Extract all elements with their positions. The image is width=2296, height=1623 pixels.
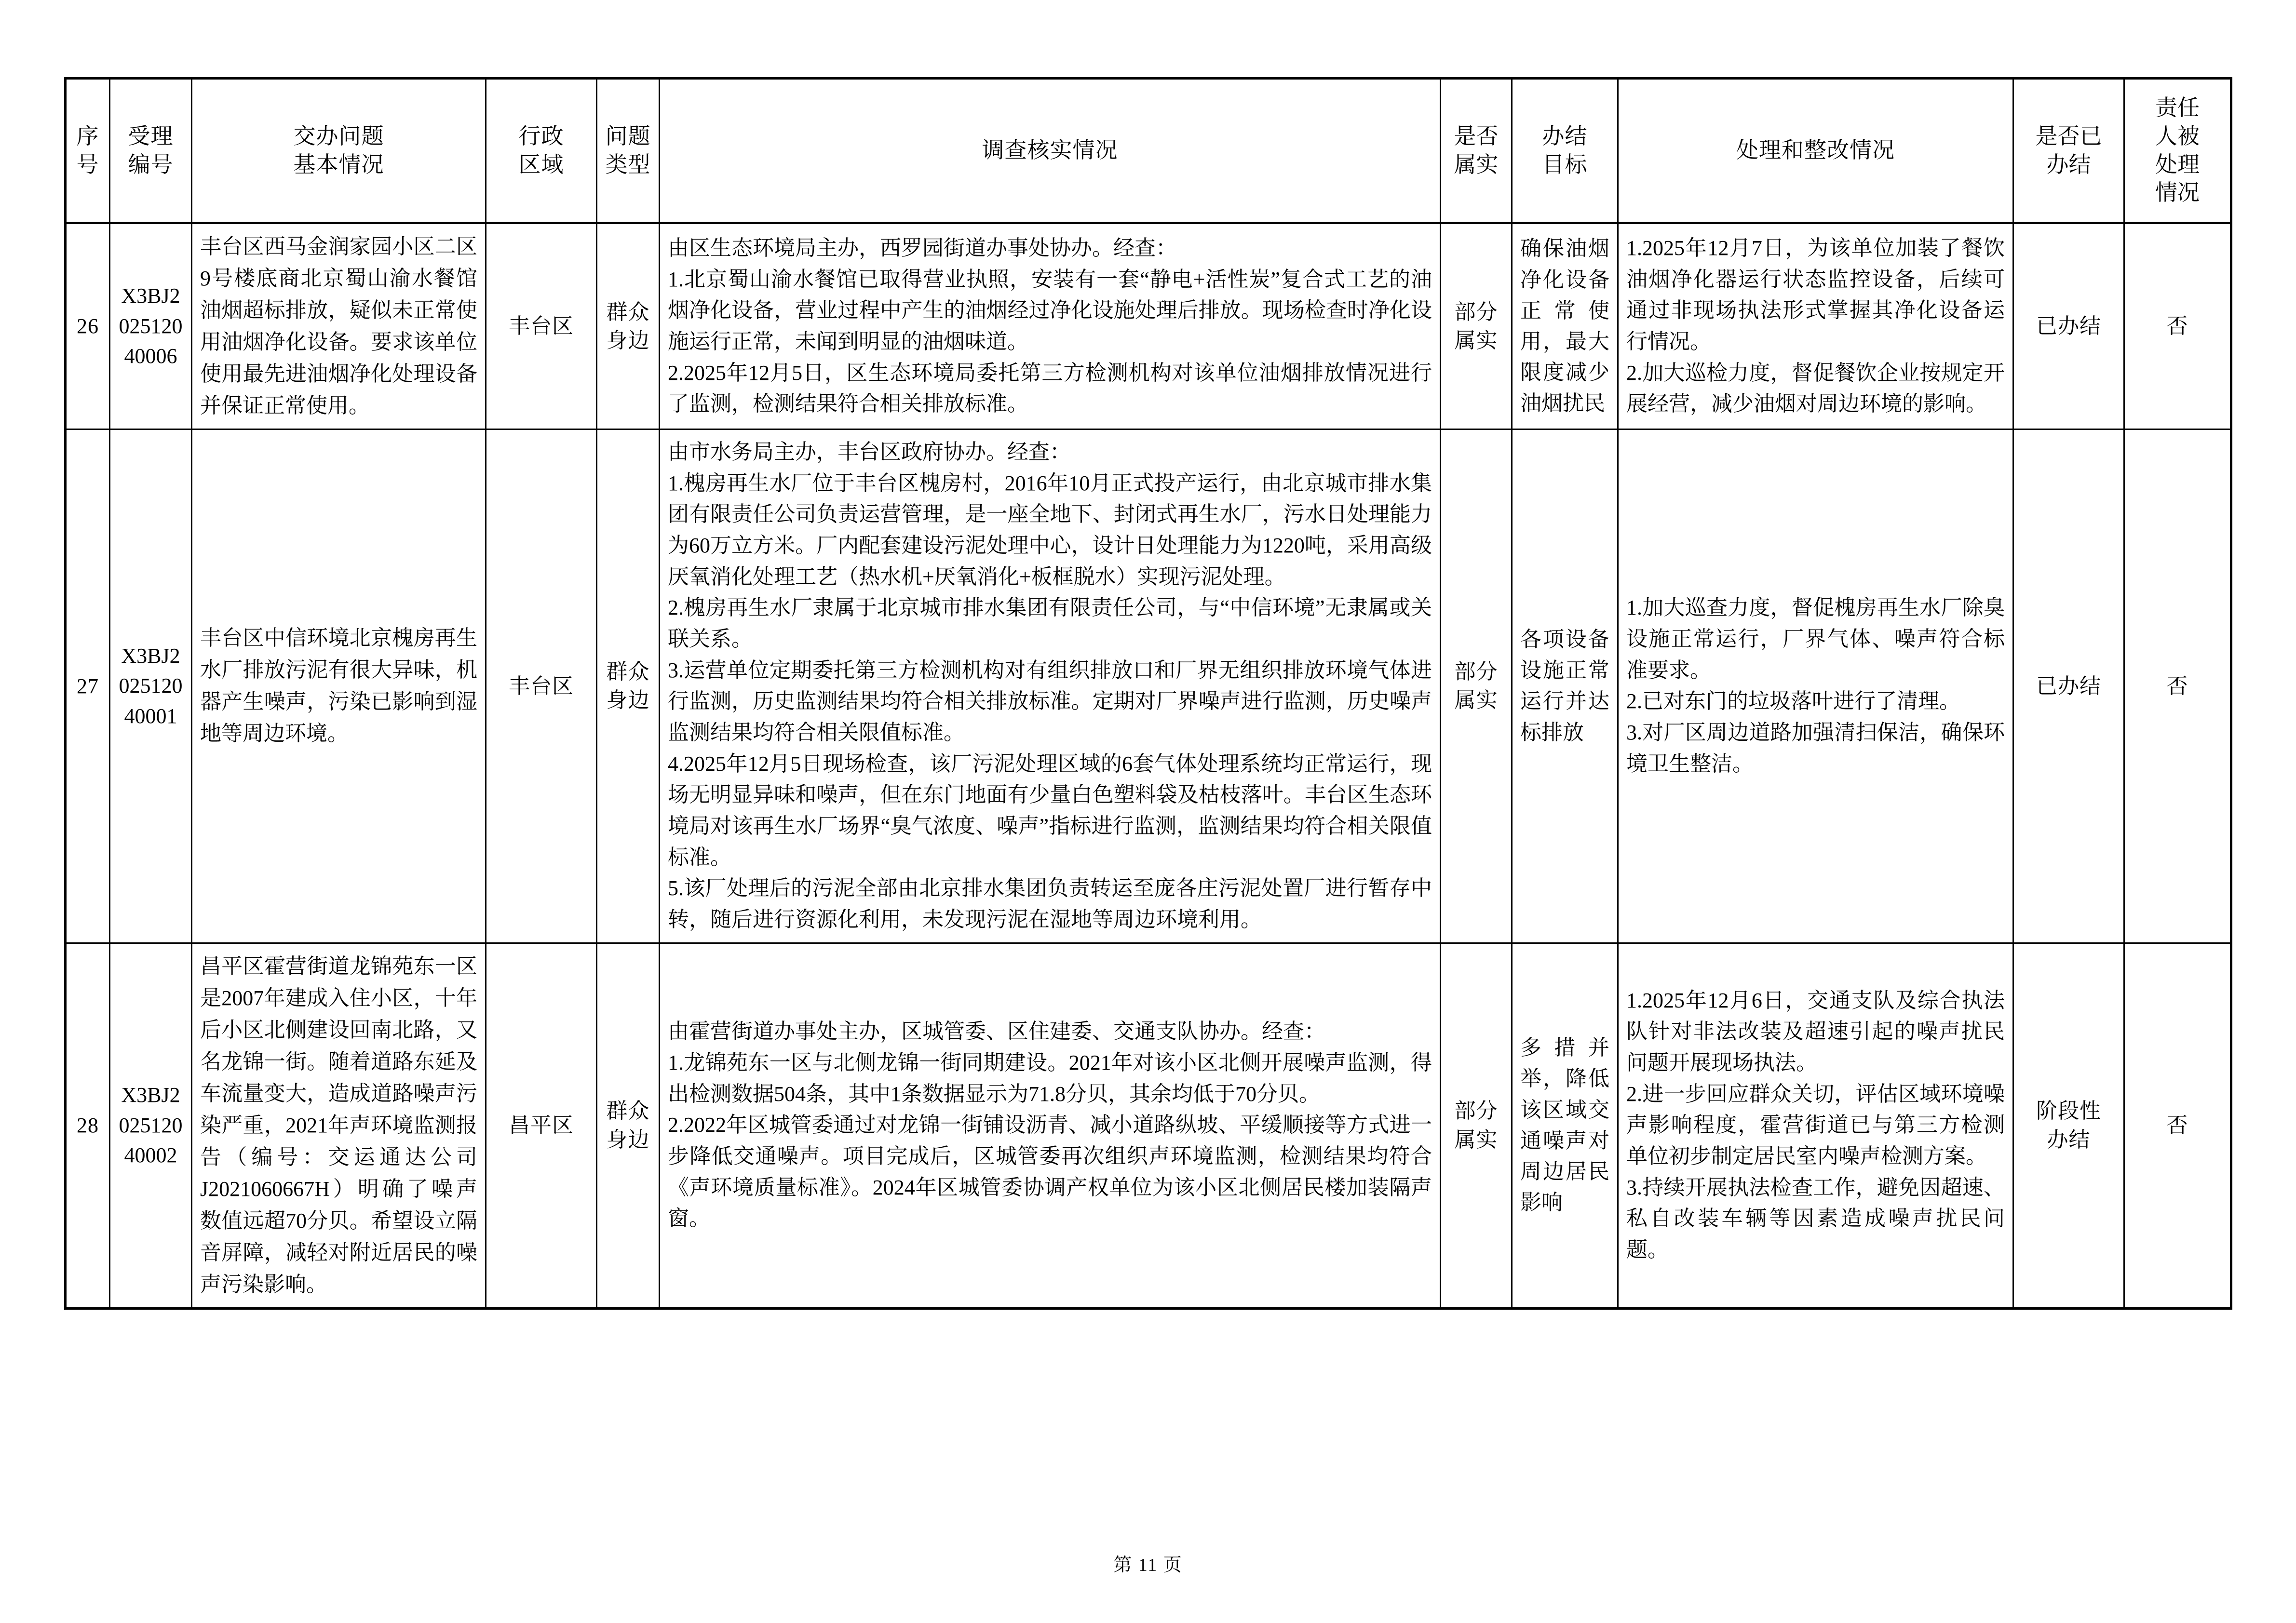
- cell-goal: [1512, 223, 1618, 429]
- column-header-investigation: [660, 79, 1441, 223]
- header-line: 行政: [518, 123, 564, 148]
- header-line: 交办问题: [293, 123, 384, 148]
- column-header-handling: [1618, 79, 2013, 223]
- header-line: 基本情况: [293, 152, 384, 177]
- cell-sequence: 26: [66, 223, 110, 429]
- cell-investigation: [660, 429, 1441, 943]
- cell-responsible-person: 否: [2124, 429, 2231, 943]
- handling-paragraph: 1.加大巡查力度，督促槐房再生水厂除臭设施正常运行，厂界气体、噪声符合标准要求。: [1626, 596, 2005, 682]
- cell-handling: [1618, 429, 2013, 943]
- is-done-line: 阶段性: [2036, 1099, 2101, 1123]
- handling-paragraph: 1.2025年12月7日，为该单位加装了餐饮油烟净化器运行状态监控设备，后续可通过非现场执法形式掌握其净化设备运行情况。: [1626, 236, 2005, 353]
- handling-paragraph: 3.对厂区周边道路加强清扫保洁，确保环境卫生整洁。: [1626, 721, 2005, 776]
- table-row: [66, 223, 2231, 429]
- header-line: 目标: [1542, 152, 1588, 177]
- issue-type-line: 身边: [606, 688, 650, 712]
- header-line: 处理: [2155, 152, 2200, 177]
- issue-type-line: 群众: [606, 1099, 650, 1123]
- table-row: [66, 429, 2231, 943]
- issue-type-line: 群众: [606, 659, 650, 684]
- header-line: 号: [76, 152, 99, 177]
- investigation-paragraph: 1.龙锦苑东一区与北侧龙锦一街同期建设。2021年对该小区北侧开展噪声监测，得出检测数据504条，其中1条数据显示为71.8分贝，其余均低于70分贝。: [668, 1051, 1432, 1106]
- cell-goal: [1512, 429, 1618, 943]
- header-line: 办结: [2046, 152, 2091, 177]
- cell-is-true: [1441, 943, 1512, 1308]
- header-line: 责任: [2155, 95, 2200, 120]
- basic-text: 丰台区中信环境北京槐房再生水厂排放污泥有很大异味，机器产生噪声，污染已影响到湿地等周边环境。: [200, 626, 477, 746]
- cell-issue-type: [597, 943, 660, 1308]
- column-header-is-true: [1441, 79, 1512, 223]
- header-line: 是否已: [2035, 123, 2102, 148]
- header-line: 属实: [1454, 152, 1499, 177]
- table-row: [66, 943, 2231, 1308]
- cell-goal: [1512, 943, 1618, 1308]
- cell-responsible-person: 否: [2124, 223, 2231, 429]
- handling-paragraph: 2.进一步回应群众关切，评估区域环境噪声影响程度，霍营街道已与第三方检测单位初步制定居民室内噪声检测方案。: [1626, 1082, 2005, 1168]
- goal-text: 确保油烟净化设备正常使用，最大限度减少油烟扰民: [1520, 237, 1609, 416]
- cell-is-true: [1441, 223, 1512, 429]
- cell-region: 昌平区: [486, 943, 597, 1308]
- cell-basic-situation: [192, 429, 486, 943]
- header-line: 是否: [1454, 123, 1499, 148]
- cell-responsible-person: 否: [2124, 943, 2231, 1308]
- issue-type-line: 身边: [606, 1127, 650, 1152]
- cell-case-code: X3BJ202512040001: [110, 429, 192, 943]
- column-header-goal: [1512, 79, 1618, 223]
- header-line: 办结: [1542, 123, 1588, 148]
- column-header-is-done: [2013, 79, 2124, 223]
- environmental-complaints-table: [64, 77, 2232, 1310]
- cell-basic-situation: [192, 223, 486, 429]
- investigation-paragraph: 由霍营街道办事处主办，区城管委、区住建委、交通支队协办。经查：: [668, 1019, 1325, 1044]
- cell-case-code: X3BJ202512040006: [110, 223, 192, 429]
- investigation-paragraph: 2.2025年12月5日，区生态环境局委托第三方检测机构对该单位油烟排放情况进行了监测，检测结果符合相关排放标准。: [668, 361, 1432, 416]
- header-line: 序: [76, 123, 99, 148]
- is-true-line: 属实: [1454, 1127, 1498, 1152]
- cell-handling: [1618, 943, 2013, 1308]
- cell-basic-situation: [192, 943, 486, 1308]
- handling-paragraph: 1.2025年12月6日，交通支队及综合执法队针对非法改装及超速引起的噪声扰民问题开展现场执法。: [1626, 988, 2005, 1075]
- cell-is-done: 已办结: [2013, 429, 2124, 943]
- header-line: 类型: [605, 152, 651, 177]
- cell-issue-type: [597, 429, 660, 943]
- investigation-paragraph: 5.该厂处理后的污泥全部由北京排水集团负责转运至庞各庄污泥处置厂进行暂存中转，随后进行资源化利用，未发现污泥在湿地等周边环境利用。: [668, 876, 1432, 932]
- basic-text: 丰台区西马金润家园小区二区9号楼底商北京蜀山渝水餐馆油烟超标排放，疑似未正常使用油烟净化设备。要求该单位使用最先进油烟净化处理设备并保证正常使用。: [200, 235, 477, 417]
- cell-region: 丰台区: [486, 429, 597, 943]
- handling-paragraph: 2.加大巡检力度，督促餐饮企业按规定开展经营，减少油烟对周边环境的影响。: [1626, 361, 2005, 416]
- investigation-paragraph: 4.2025年12月5日现场检查，该厂污泥处理区域的6套气体处理系统均正常运行，现场无明显异味和噪声，但在东门地面有少量白色塑料袋及枯枝落叶。丰台区生态环境局对该再生水厂场界“臭气浓度、噪声”指标进行监测，监测结果均符合相关限值标准。: [668, 751, 1432, 869]
- header-line: 受理: [128, 123, 174, 148]
- handling-paragraph: 2.已对东门的垃圾落叶进行了清理。: [1626, 689, 1960, 713]
- header-line: 情况: [2155, 180, 2200, 205]
- header-line: 区域: [518, 152, 564, 177]
- column-header-sequence: [66, 79, 110, 223]
- header-line: 人被: [2155, 123, 2200, 148]
- investigation-paragraph: 1.北京蜀山渝水餐馆已取得营业执照，安装有一套“静电+活性炭”复合式工艺的油烟净化设备，营业过程中产生的油烟经过净化设施处理后排放。现场检查时净化设施运行正常，未闻到明显的油烟味道。: [668, 267, 1432, 353]
- column-header-responsible-person: [2124, 79, 2231, 223]
- cell-investigation: [660, 943, 1441, 1308]
- page-footer: 第 11 页: [1113, 1555, 1183, 1575]
- is-true-line: 部分: [1454, 659, 1498, 684]
- column-header-basic-situation: [192, 79, 486, 223]
- cell-sequence: 28: [66, 943, 110, 1308]
- cell-case-code: X3BJ202512040002: [110, 943, 192, 1308]
- goal-text: 各项设备设施正常运行并达标排放: [1520, 627, 1609, 744]
- issue-type-line: 身边: [606, 329, 650, 352]
- report-table-container: [64, 77, 2230, 1310]
- issue-type-line: 群众: [606, 300, 650, 324]
- header-line: 调查核实情况: [982, 138, 1118, 163]
- cell-issue-type: [597, 223, 660, 429]
- cell-handling: [1618, 223, 2013, 429]
- table-header-row: [66, 79, 2231, 223]
- cell-is-done: 已办结: [2013, 223, 2124, 429]
- investigation-paragraph: 由市水务局主办，丰台区政府协办。经查：: [668, 440, 1071, 464]
- column-header-region: [486, 79, 597, 223]
- cell-sequence: 27: [66, 429, 110, 943]
- is-true-line: 部分: [1454, 300, 1498, 324]
- cell-investigation: [660, 223, 1441, 429]
- is-true-line: 属实: [1454, 329, 1498, 352]
- header-line: 编号: [128, 152, 174, 177]
- basic-text: 昌平区霍营街道龙锦苑东一区是2007年建成入住小区，十年后小区北侧建设回南北路，又名龙锦一街。随着道路东延及车流量变大，造成道路噪声污染严重，2021年声环境监测报告（编号：交运通达公司J2021060667H）明确了噪声数值远超70分贝。希望设立隔音屏障，减轻对附近居民的噪声污染影响。: [200, 954, 477, 1296]
- investigation-paragraph: 由区生态环境局主办，西罗园街道办事处协办。经查：: [668, 236, 1177, 260]
- is-true-line: 属实: [1454, 688, 1498, 712]
- cell-is-true: [1441, 429, 1512, 943]
- investigation-paragraph: 2.2022年区城管委通过对龙锦一街铺设沥青、减小道路纵坡、平缓顺接等方式进一步降低交通噪声。项目完成后，区城管委再次组织声环境监测，检测结果均符合《声环境质量标准》。2024年区城管委协调产权单位为该小区北侧居民楼加装隔声窗。: [668, 1113, 1432, 1231]
- investigation-paragraph: 3.运营单位定期委托第三方检测机构对有组织排放口和厂界无组织排放环境气体进行监测，历史监测结果均符合相关排放标准。定期对厂界噪声进行监测，历史噪声监测结果均符合相关限值标准。: [668, 658, 1432, 745]
- column-header-case-code: [110, 79, 192, 223]
- cell-region: 丰台区: [486, 223, 597, 429]
- header-line: 问题: [605, 123, 651, 148]
- goal-text: 多措并举，降低该区域交通噪声对周边居民影响: [1520, 1036, 1609, 1215]
- cell-is-done: [2013, 943, 2124, 1308]
- header-line: 处理和整改情况: [1736, 138, 1895, 163]
- table-body: [66, 223, 2231, 1309]
- is-done-line: 办结: [2047, 1127, 2091, 1152]
- investigation-paragraph: 2.槐房再生水厂隶属于北京城市排水集团有限责任公司，与“中信环境”无隶属或关联关系。: [668, 596, 1432, 651]
- column-header-issue-type: [597, 79, 660, 223]
- is-true-line: 部分: [1454, 1099, 1498, 1123]
- handling-paragraph: 3.持续开展执法检查工作，避免因超速、私自改装车辆等因素造成噪声扰民问题。: [1626, 1175, 2005, 1262]
- investigation-paragraph: 1.槐房再生水厂位于丰台区槐房村，2016年10月正式投产运行，由北京城市排水集团有限责任公司负责运营管理，是一座全地下、封闭式再生水厂，污水日处理能力为60万立方米。厂内配套建设污泥处理中心，设计日处理能力为1220吨，采用高级厌氧消化处理工艺（热水机+厌氧消化+板框脱水）实现污泥处理。: [668, 471, 1432, 589]
